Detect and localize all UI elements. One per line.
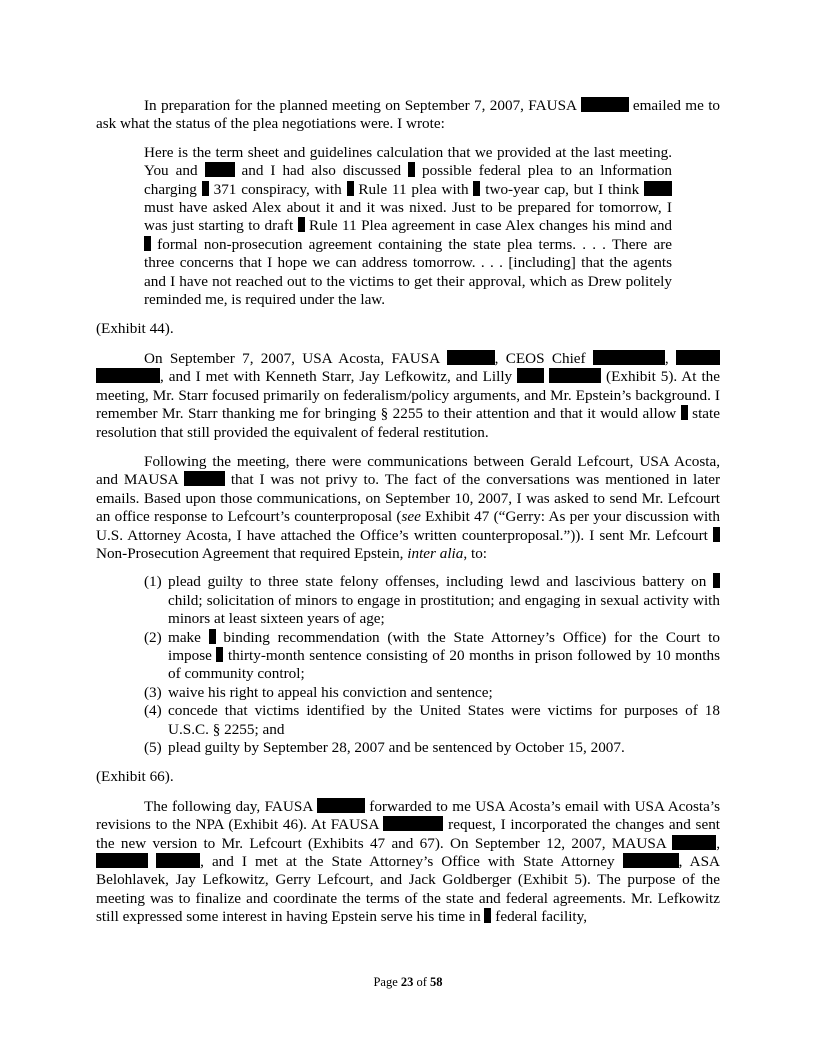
page-footer: Page 23 of 58 xyxy=(373,975,443,989)
redaction xyxy=(184,471,225,486)
list-item: (5) plead guilty by September 28, 2007 and be sentenced by October 15, 2007. xyxy=(144,739,625,756)
redaction xyxy=(317,798,365,813)
redaction xyxy=(205,162,235,177)
redaction xyxy=(144,236,151,251)
redaction xyxy=(517,368,544,383)
redaction xyxy=(298,217,305,232)
redaction xyxy=(383,816,443,831)
redaction xyxy=(473,181,480,196)
redaction xyxy=(676,350,720,365)
redaction xyxy=(156,853,200,868)
redaction xyxy=(713,527,720,542)
redaction xyxy=(202,181,209,196)
npa-terms-list xyxy=(144,573,720,757)
redaction xyxy=(216,647,223,662)
redaction xyxy=(96,853,148,868)
page-number: 23 xyxy=(400,975,414,989)
list-item: (2) make binding recommendation (with the State Attorney’s Office) for the Court to impose thirty-month sentence consisting of 20 months in prison followed by 10 months of community control; xyxy=(144,628,721,683)
redaction xyxy=(644,181,672,196)
redaction xyxy=(209,629,216,644)
block-quote: Here is the term sheet and guidelines calculation that we provided at the last meeting. You and and I had also discussed possible federal plea to an lnformation charging 371 conspiracy, with Rule 11 plea with two-year cap, but I think must have asked Alex about it and it was nixed. Just to be prepared for tomorrow, I was just starting to draft Rule 11 Plea agreement in case Alex changes his mind and formal non-prosecution agreement containing the state plea terms. . . . There are three concerns that I hope we can address tomorrow. . . . [including] that the agents and I have not reached out to the victims to get their approval, which as Drew politely reminded me, is required under the law. xyxy=(144,143,673,309)
paragraph-2: On September 7, 2007, USA Acosta, FAUSA , CEOS Chief , , and I met with Kenneth Starr, Jay Lefkowitz, and Lilly (Exhibit 5). At the meeting, Mr. Starr focused primarily on federalism/policy arguments, and Mr. Epstein’s background. I remember Mr. Starr thanking me for bringing § 2255 to their attention and that it would allow state resolution that still provided the equivalent of federal restitution. xyxy=(96,349,721,441)
redaction xyxy=(96,368,160,383)
list-item: (1) plead guilty to three state felony offenses, including lewd and lascivious battery on child; solicitation of minors to engage in prostitution; and engaging in sexual activity with minors at least sixteen years of age; xyxy=(144,573,720,628)
list-item: (3) waive his right to appeal his conviction and sentence; xyxy=(144,683,493,701)
redaction xyxy=(672,835,716,850)
redaction xyxy=(623,853,679,868)
redaction xyxy=(581,97,629,112)
redaction xyxy=(408,162,415,177)
redaction xyxy=(681,405,688,420)
paragraph-3: Following the meeting, there were communications between Gerald Lefcourt, USA Acosta, and MAUSA that I was not privy to. The fact of the conversations was mentioned in later emails. Based upon those communications, on September 10, 2007, I was asked to send Mr. Lefcourt an office response to Lefcourt’s counterproposal (see Exhibit 47 (“Gerry: As per your discussion with U.S. Attorney Acosta, I have attached the Office’s written counterproposal.”)). I sent Mr. Lefcourt Non-Prosecution Agreement that required Epstein, inter alia, to: xyxy=(96,452,721,562)
redaction xyxy=(549,368,601,383)
redaction xyxy=(447,350,495,365)
exhibit-66-cite: (Exhibit 66). xyxy=(96,768,174,786)
redaction xyxy=(593,350,665,365)
paragraph-1: In preparation for the planned meeting on September 7, 2007, FAUSA emailed me to ask what the status of the plea negotiations were. I wrote: xyxy=(96,97,721,133)
exhibit-44-cite: (Exhibit 44). xyxy=(96,320,174,338)
document-body xyxy=(96,97,720,927)
redaction xyxy=(713,573,720,588)
page-total: 58 xyxy=(430,975,443,989)
list-item: (4) concede that victims identified by the United States were victims for purposes of 18 U.S.C. § 2255; and xyxy=(144,702,720,738)
redaction xyxy=(347,181,354,196)
redaction xyxy=(484,908,491,923)
paragraph-4: The following day, FAUSA forwarded to me USA Acosta’s email with USA Acosta’s revisions to the NPA (Exhibit 46). At FAUSA request, I incorporated the changes and sent the new version to Mr. Lefcourt (Exhibits 47 and 67). On September 12, 2007, MAUSA , , and I met at the State Attorney’s Office with State Attorney , ASA Belohlavek, Jay Lefkowitz, Gerry Lefcourt, and Jack Goldberger (Exhibit 5). The purpose of the meeting was to finalize and coordinate the terms of the state and federal agreements. Mr. Lefkowitz still expressed some interest in having Epstein serve his time in federal facility, xyxy=(96,797,721,926)
